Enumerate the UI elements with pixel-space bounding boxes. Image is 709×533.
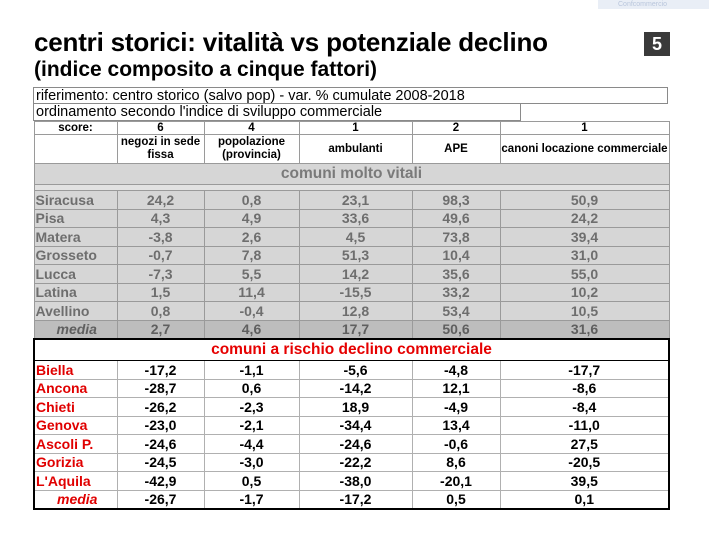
table-row	[34, 191, 669, 210]
page-subtitle: (indice composito a cinque fattori)	[34, 58, 378, 81]
city-name: Avellino	[34, 302, 117, 321]
value-cell: -38,0	[299, 472, 412, 491]
table-row	[34, 472, 669, 491]
table-row	[34, 246, 669, 265]
table-row	[34, 416, 669, 435]
value-cell: -24,6	[117, 435, 204, 454]
page-number-badge: 5	[644, 32, 670, 56]
value-cell: -4,9	[412, 398, 500, 417]
value-cell: 23,1	[299, 191, 412, 210]
value-cell: -2,3	[204, 398, 299, 417]
risk-cities-body	[34, 361, 669, 510]
value-cell: 98,3	[412, 191, 500, 210]
value-cell: 0,8	[117, 302, 204, 321]
value-cell: -3,0	[204, 453, 299, 472]
value-cell: -8,6	[500, 379, 669, 398]
value-cell: 53,4	[412, 302, 500, 321]
value-cell: -20,1	[412, 472, 500, 491]
header-empty-cell	[34, 135, 117, 164]
ordering-note: ordinamento secondo l'indice di sviluppo commerciale	[33, 104, 521, 121]
column-header-row	[34, 135, 669, 164]
column-header: popolazione (provincia)	[204, 135, 299, 164]
value-cell: 51,3	[299, 246, 412, 265]
media-row	[34, 490, 669, 509]
value-cell: -17,7	[500, 361, 669, 380]
value-cell: -24,6	[299, 435, 412, 454]
value-cell: 12,1	[412, 379, 500, 398]
score-cell: 4	[204, 122, 299, 135]
value-cell: -17,2	[299, 490, 412, 509]
city-name: Latina	[34, 283, 117, 302]
score-cell: 6	[117, 122, 204, 135]
value-cell: 0,6	[204, 379, 299, 398]
section-title: comuni molto vitali	[34, 164, 669, 185]
reference-note: riferimento: centro storico (salvo pop) - var. % cumulate 2008-2018	[33, 87, 668, 104]
value-cell: 39,4	[500, 228, 669, 247]
value-cell: -3,8	[117, 228, 204, 247]
value-cell: -14,2	[299, 379, 412, 398]
value-cell: 24,2	[500, 209, 669, 228]
value-cell: 17,7	[299, 320, 412, 339]
value-cell: -0,7	[117, 246, 204, 265]
value-cell: 50,9	[500, 191, 669, 210]
value-cell: 11,4	[204, 283, 299, 302]
value-cell: -23,0	[117, 416, 204, 435]
value-cell: -8,4	[500, 398, 669, 417]
city-name: Siracusa	[34, 191, 117, 210]
value-cell: 13,4	[412, 416, 500, 435]
value-cell: -17,2	[117, 361, 204, 380]
value-cell: -26,7	[117, 490, 204, 509]
value-cell: 33,2	[412, 283, 500, 302]
value-cell: 31,0	[500, 246, 669, 265]
vital-cities-body	[34, 191, 669, 340]
value-cell: 27,5	[500, 435, 669, 454]
value-cell: -11,0	[500, 416, 669, 435]
value-cell: 18,9	[299, 398, 412, 417]
value-cell: 50,6	[412, 320, 500, 339]
city-name: Gorizia	[34, 453, 117, 472]
value-cell: 10,4	[412, 246, 500, 265]
city-name: Grosseto	[34, 246, 117, 265]
score-row	[34, 122, 669, 135]
value-cell: -7,3	[117, 265, 204, 284]
column-header: negozi in sede fissa	[117, 135, 204, 164]
media-label: media	[34, 490, 117, 509]
value-cell: 10,5	[500, 302, 669, 321]
value-cell: -1,1	[204, 361, 299, 380]
table-row	[34, 435, 669, 454]
value-cell: 1,5	[117, 283, 204, 302]
column-header: canoni locazione commerciale	[500, 135, 669, 164]
table-row	[34, 283, 669, 302]
value-cell: 12,8	[299, 302, 412, 321]
city-name: Ascoli P.	[34, 435, 117, 454]
table-row	[34, 453, 669, 472]
section-header-vital	[34, 164, 669, 185]
section-title: comuni a rischio declino commerciale	[34, 339, 669, 361]
media-row	[34, 320, 669, 339]
value-cell: 7,8	[204, 246, 299, 265]
city-name: Ancona	[34, 379, 117, 398]
corner-watermark: Confcommercio	[598, 0, 709, 9]
value-cell: -15,5	[299, 283, 412, 302]
value-cell: 4,3	[117, 209, 204, 228]
value-cell: -22,2	[299, 453, 412, 472]
value-cell: -26,2	[117, 398, 204, 417]
value-cell: 31,6	[500, 320, 669, 339]
value-cell: 39,5	[500, 472, 669, 491]
value-cell: -20,5	[500, 453, 669, 472]
value-cell: 0,5	[204, 472, 299, 491]
column-header: APE	[412, 135, 500, 164]
value-cell: -28,7	[117, 379, 204, 398]
value-cell: 55,0	[500, 265, 669, 284]
value-cell: 4,6	[204, 320, 299, 339]
value-cell: -0,6	[412, 435, 500, 454]
data-table	[33, 121, 670, 510]
value-cell: -1,7	[204, 490, 299, 509]
value-cell: 10,2	[500, 283, 669, 302]
value-cell: -0,4	[204, 302, 299, 321]
value-cell: -4,4	[204, 435, 299, 454]
value-cell: 33,6	[299, 209, 412, 228]
value-cell: 14,2	[299, 265, 412, 284]
city-name: Genova	[34, 416, 117, 435]
value-cell: 5,5	[204, 265, 299, 284]
value-cell: 0,1	[500, 490, 669, 509]
value-cell: 4,9	[204, 209, 299, 228]
score-cell: 1	[299, 122, 412, 135]
value-cell: 49,6	[412, 209, 500, 228]
city-name: Pisa	[34, 209, 117, 228]
value-cell: 0,8	[204, 191, 299, 210]
table-row	[34, 302, 669, 321]
value-cell: 2,6	[204, 228, 299, 247]
table-row	[34, 228, 669, 247]
city-name: Chieti	[34, 398, 117, 417]
page-title: centri storici: vitalità vs potenziale declino	[34, 27, 548, 57]
value-cell: -2,1	[204, 416, 299, 435]
table-row	[34, 265, 669, 284]
value-cell: -4,8	[412, 361, 500, 380]
table-row	[34, 398, 669, 417]
city-name: Lucca	[34, 265, 117, 284]
city-name: Matera	[34, 228, 117, 247]
value-cell: -42,9	[117, 472, 204, 491]
value-cell: 73,8	[412, 228, 500, 247]
table-row	[34, 379, 669, 398]
city-name: Biella	[34, 361, 117, 380]
media-label: media	[34, 320, 117, 339]
section-header-risk	[34, 339, 669, 361]
value-cell: 0,5	[412, 490, 500, 509]
score-cell: 2	[412, 122, 500, 135]
value-cell: 8,6	[412, 453, 500, 472]
table-row	[34, 361, 669, 380]
score-cell: 1	[500, 122, 669, 135]
column-header: ambulanti	[299, 135, 412, 164]
value-cell: 24,2	[117, 191, 204, 210]
value-cell: -24,5	[117, 453, 204, 472]
value-cell: -34,4	[299, 416, 412, 435]
city-name: L'Aquila	[34, 472, 117, 491]
score-label: score:	[34, 122, 117, 135]
table-row	[34, 209, 669, 228]
value-cell: 35,6	[412, 265, 500, 284]
value-cell: -5,6	[299, 361, 412, 380]
value-cell: 4,5	[299, 228, 412, 247]
value-cell: 2,7	[117, 320, 204, 339]
